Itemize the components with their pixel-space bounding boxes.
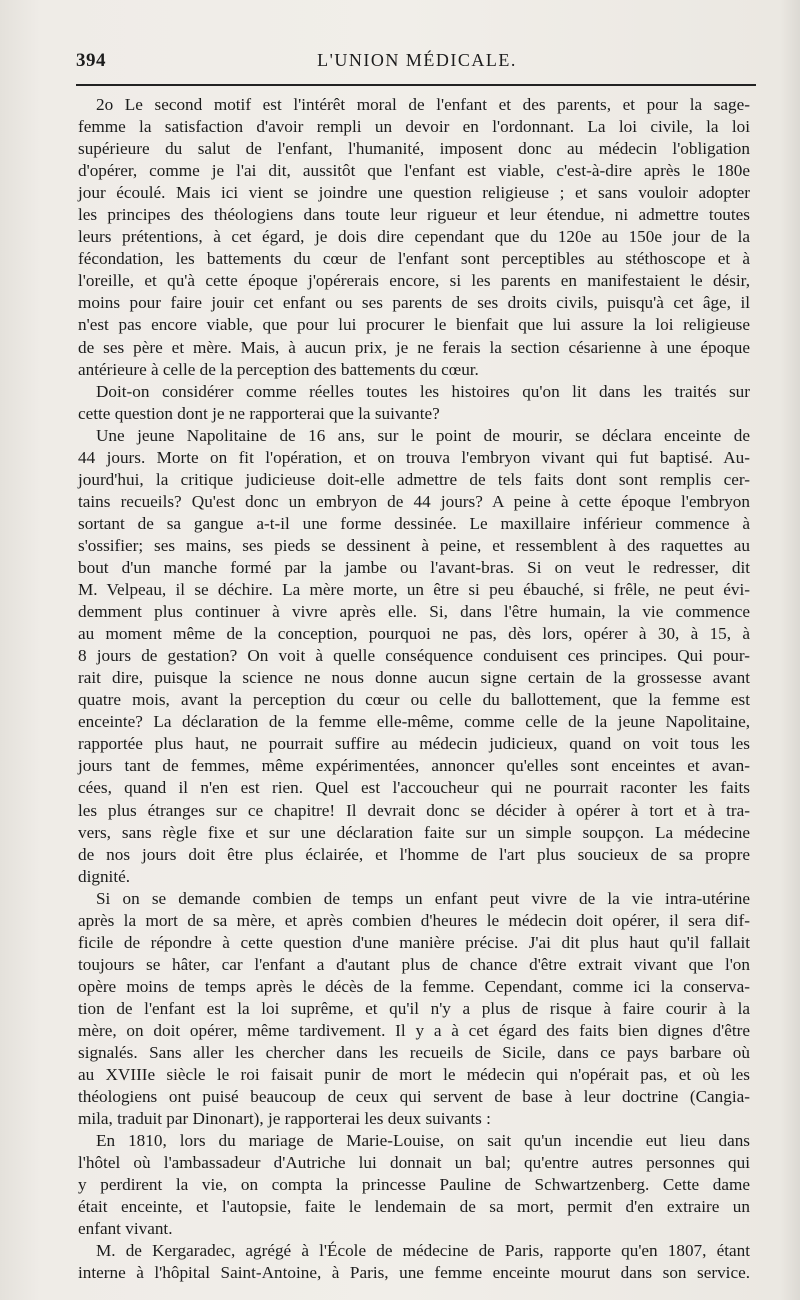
text-line: rapportée plus haut, ne pourrait suffire au médecin judicieux, quand on voit tous les: [78, 734, 750, 754]
text-line: de nos jours doit être plus éclairée, et l'homme de l'art plus soucieux de sa propre: [78, 844, 750, 864]
text-line: jours tant de femmes, même expérimentées, annoncer qu'elles sont enceintes et avan-: [78, 756, 750, 776]
text-line: mère, on doit opérer, même tardivement. Il y a à cet égard des faits bien dignes d'être: [78, 1020, 750, 1040]
text-line: 8 jours de gestation? On voit à quelle conséquence conduisent ces principes. Qui pour-: [78, 646, 750, 666]
text-line: sortant de sa gangue a-t-il une forme dessinée. Le maxillaire inférieur commence à: [78, 513, 750, 533]
text-line: au XVIIIe siècle le roi faisait punir de mort le médecin qui n'opérait pas, et où les: [78, 1065, 750, 1085]
text-line: bout d'un manche formé par la jambe ou l'avant-bras. Si on veut le redresser, dit: [78, 557, 750, 577]
text-line: l'hôtel où l'ambassadeur d'Autriche lui donnait un bal; qu'entre autres personnes qui: [78, 1153, 750, 1173]
text-line: vers, sans règle fixe et sur une déclaration faite sur un simple soupçon. La médecine: [78, 822, 750, 842]
text-line: 2o Le second motif est l'intérêt moral de l'enfant et des parents, et pour la sage-: [96, 95, 750, 114]
text-line: femme la satisfaction d'avoir rempli un devoir en l'ordonnant. La loi civile, la loi: [78, 117, 750, 137]
text-line: théologiens ont puisé beaucoup de ceux qui servent de base à leur doctrine (Cangia-: [78, 1087, 750, 1107]
text-line: s'ossifier; ses mains, ses pieds se dessinent à peine, et ressemblent à des raquettes au: [78, 535, 750, 555]
text-line: fécondation, les battements du cœur de l'enfant sont perceptibles au stéthoscope et à: [78, 249, 750, 269]
text-line: n'est pas encore viable, que pour lui procurer le bienfait que lui assure la loi religieuse: [78, 315, 750, 335]
text-line: de ses père et mère. Mais, à aucun prix, je ne ferais la section césarienne à une époque: [78, 337, 750, 357]
text-line: tains recueils? Qu'est donc un embryon de 44 jours? A peine à cette époque l'embryon: [78, 491, 750, 511]
text-line: signalés. Sans aller les chercher dans les recueils de Sicile, dans ce pays barbare où: [78, 1043, 750, 1063]
text-line: quatre mois, avant la perception du cœur ou celle du ballottement, que la femme est: [78, 690, 750, 710]
text-line: tion de l'enfant est la loi suprême, et qu'il n'y a plus de risque à faire courir à la: [78, 998, 750, 1018]
text-line: mila, traduit par Dinonart), je rapporterai les deux suivants :: [78, 1109, 491, 1129]
text-line: enfant vivant.: [78, 1219, 173, 1239]
text-line: opère moins de temps après le décès de la femme. Cependant, comme ici la conserva-: [78, 976, 750, 996]
text-line: En 1810, lors du mariage de Marie-Louise, on sait qu'un incendie eut lieu dans: [96, 1131, 750, 1151]
text-line: rait dire, puisque la science ne nous donne aucun signe certain de la grossesse avant: [78, 668, 750, 688]
text-line: cées, quand il n'en est rien. Quel est l'accoucheur qui ne pourrait raconter les faits: [78, 778, 750, 798]
text-line: cette question dont je ne rapporterai que la suivante?: [78, 403, 440, 423]
text-line: jour écoulé. Mais ici vient se joindre une question religieuse ; et sans vouloir adopter: [78, 183, 750, 203]
page-header: [76, 48, 758, 78]
text-line: Doit-on considérer comme réelles toutes les histoires qu'on lit dans les traités sur: [96, 381, 750, 401]
page-number: 394: [76, 50, 106, 71]
text-line: jourd'hui, la critique judicieuse doit-elle admettre de tels faits dont sont remplis cer-: [78, 469, 750, 489]
text-line: était enceinte, et l'autopsie, faite le lendemain de sa mort, permit d'en extraire un: [78, 1197, 750, 1217]
text-line: supérieure du salut de l'enfant, l'humanité, imposent donc au médecin l'obligation: [78, 139, 750, 159]
text-line: M. Velpeau, il se déchire. La mère morte, un être si peu ébauché, si frêle, ne peut évi-: [78, 580, 750, 600]
text-line: les principes des théologiens dans toute leur rigueur et leur étendue, ni admettre toutes: [78, 205, 750, 225]
text-line: après la mort de sa mère, et après combien d'heures le médecin doit opérer, il sera dif-: [78, 910, 750, 930]
text-line: 44 jours. Morte on fit l'opération, et on trouva l'embryon vivant qui fut baptisé. Au-: [78, 447, 750, 467]
text-line: dignité.: [78, 866, 131, 886]
text-line: demment plus continuer à vivre après elle. Si, dans l'être humain, la vie commence: [78, 602, 750, 622]
header-rule: [76, 84, 756, 86]
text-line: d'opérer, comme je l'ai dit, aussitôt que l'enfant est viable, c'est-à-dire après le 180e: [78, 161, 750, 181]
text-line: interne à l'hôpital Saint-Antoine, à Paris, une femme enceinte mourut dans son service.: [78, 1263, 750, 1283]
text-line: Une jeune Napolitaine de 16 ans, sur le point de mourir, se déclara enceinte de: [96, 425, 750, 445]
running-title: L'UNION MÉDICALE.: [317, 50, 517, 70]
text-line: toujours se hâter, car l'enfant a d'autant plus de chance d'être extrait vivant que l'on: [78, 954, 750, 974]
text-line: y perdirent la vie, on compta la princesse Pauline de Schwartzenberg. Cette dame: [78, 1175, 750, 1195]
text-line: Si on se demande combien de temps un enfant peut vivre de la vie intra-utérine: [96, 888, 750, 908]
text-line: l'oreille, et qu'à cette époque j'opérerais encore, si les parents en manifestaient le désir,: [78, 271, 750, 291]
text-line: les plus étranges sur ce chapitre! Il devrait donc se décider à opérer à tort et à tra-: [78, 800, 750, 820]
text-line: antérieure à celle de la perception des battements du cœur.: [78, 359, 479, 379]
text-line: M. de Kergaradec, agrégé à l'École de médecine de Paris, rapporte qu'en 1807, étant: [96, 1241, 750, 1261]
text-line: ficile de répondre à cette question d'une manière précise. J'ai dit plus haut qu'il fallait: [78, 932, 750, 952]
text-line: enceinte? La déclaration de la femme elle-même, comme celle de la jeune Napolitaine,: [78, 712, 750, 732]
text-line: moins pour faire jouir cet enfant ou ses parents de ses droits civils, puisqu'à cet âge, il: [78, 293, 750, 313]
body-text: [78, 94, 750, 1285]
text-line: au moment même de la conception, pourquoi ne pas, dès lors, opérer à 30, à 15, à: [78, 624, 750, 644]
text-line: leurs prétentions, à cet égard, je dois dire cependant que du 120e au 150e jour de la: [78, 227, 750, 247]
